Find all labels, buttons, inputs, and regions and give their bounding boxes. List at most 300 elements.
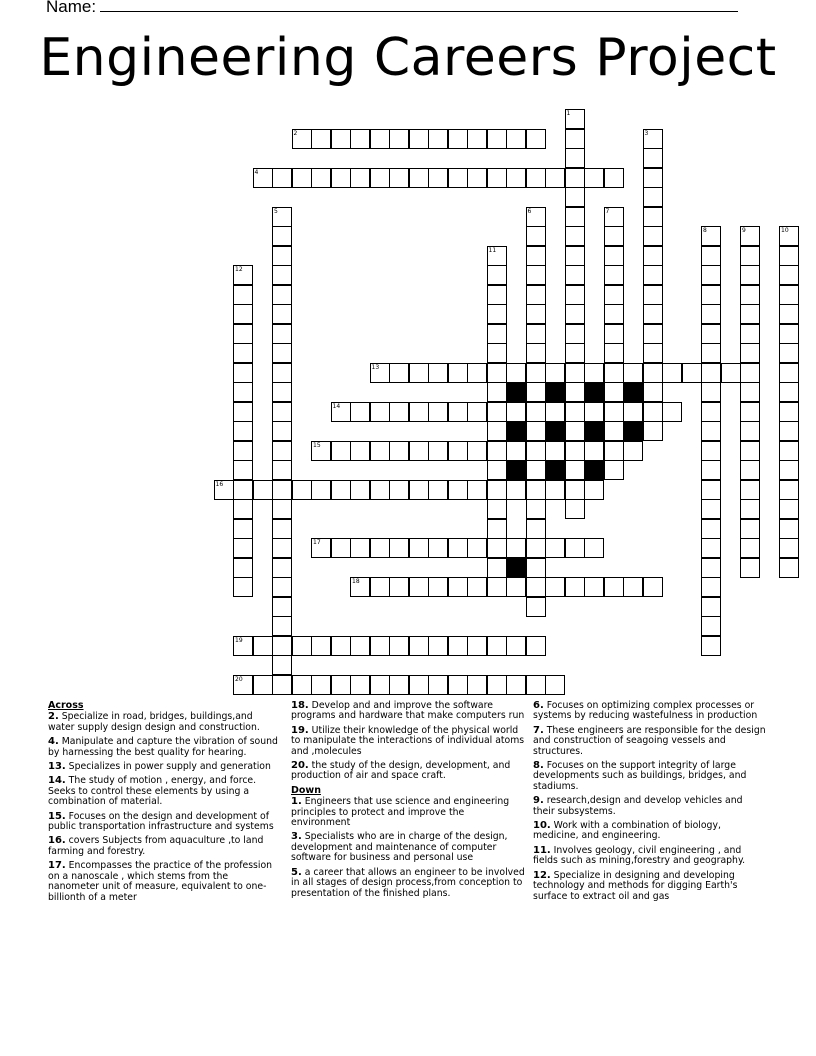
grid-cell[interactable]: [233, 382, 253, 402]
grid-cell[interactable]: [409, 363, 429, 383]
grid-cell[interactable]: [623, 441, 643, 461]
grid-cell[interactable]: [565, 402, 585, 422]
grid-cell[interactable]: [311, 675, 331, 695]
grid-cell[interactable]: [701, 519, 721, 539]
grid-cell[interactable]: [467, 363, 487, 383]
grid-cell[interactable]: [311, 636, 331, 656]
grid-cell[interactable]: [272, 675, 292, 695]
grid-cell[interactable]: [370, 363, 390, 383]
grid-cell[interactable]: [701, 597, 721, 617]
grid-cell[interactable]: [643, 421, 663, 441]
grid-cell[interactable]: [565, 187, 585, 207]
grid-cell[interactable]: [740, 285, 760, 305]
grid-cell[interactable]: [643, 187, 663, 207]
grid-cell[interactable]: [428, 636, 448, 656]
grid-cell[interactable]: [272, 421, 292, 441]
grid-cell[interactable]: [487, 168, 507, 188]
grid-cell[interactable]: [487, 382, 507, 402]
grid-cell[interactable]: [565, 421, 585, 441]
grid-cell[interactable]: [682, 363, 702, 383]
grid-cell[interactable]: [350, 538, 370, 558]
grid-cell[interactable]: [701, 246, 721, 266]
grid-cell[interactable]: [350, 480, 370, 500]
grid-cell[interactable]: [389, 363, 409, 383]
grid-cell[interactable]: [350, 168, 370, 188]
grid-cell[interactable]: [545, 402, 565, 422]
grid-cell[interactable]: [467, 675, 487, 695]
grid-cell[interactable]: [701, 499, 721, 519]
grid-cell[interactable]: [487, 363, 507, 383]
grid-cell[interactable]: [740, 265, 760, 285]
grid-cell[interactable]: [779, 519, 799, 539]
grid-cell[interactable]: [604, 421, 624, 441]
grid-cell[interactable]: [526, 538, 546, 558]
grid-cell[interactable]: [526, 499, 546, 519]
grid-cell[interactable]: [779, 402, 799, 422]
grid-cell[interactable]: [272, 577, 292, 597]
grid-cell[interactable]: [409, 441, 429, 461]
grid-cell[interactable]: [253, 480, 273, 500]
grid-cell[interactable]: [409, 636, 429, 656]
grid-cell[interactable]: [487, 558, 507, 578]
grid-cell[interactable]: [272, 265, 292, 285]
grid-cell[interactable]: [506, 168, 526, 188]
grid-cell[interactable]: [389, 480, 409, 500]
grid-cell[interactable]: [272, 304, 292, 324]
grid-cell[interactable]: [370, 129, 390, 149]
grid-cell[interactable]: [526, 675, 546, 695]
grid-cell[interactable]: [233, 285, 253, 305]
grid-cell[interactable]: [487, 343, 507, 363]
grid-cell[interactable]: [233, 460, 253, 480]
grid-cell[interactable]: [526, 421, 546, 441]
grid-cell[interactable]: [272, 343, 292, 363]
grid-cell[interactable]: [701, 577, 721, 597]
grid-cell[interactable]: [740, 382, 760, 402]
grid-cell[interactable]: [701, 226, 721, 246]
grid-cell[interactable]: [506, 129, 526, 149]
grid-cell[interactable]: [331, 675, 351, 695]
grid-cell[interactable]: [604, 168, 624, 188]
grid-cell[interactable]: [428, 441, 448, 461]
grid-cell[interactable]: [526, 558, 546, 578]
grid-cell[interactable]: [701, 343, 721, 363]
grid-cell[interactable]: [604, 343, 624, 363]
grid-cell[interactable]: [565, 246, 585, 266]
grid-cell[interactable]: [701, 636, 721, 656]
grid-cell[interactable]: [701, 265, 721, 285]
grid-cell[interactable]: [740, 324, 760, 344]
grid-cell[interactable]: [389, 538, 409, 558]
grid-cell[interactable]: [428, 675, 448, 695]
grid-cell[interactable]: [526, 246, 546, 266]
grid-cell[interactable]: [311, 129, 331, 149]
grid-cell[interactable]: [428, 577, 448, 597]
grid-cell[interactable]: [272, 597, 292, 617]
grid-cell[interactable]: [565, 499, 585, 519]
grid-cell[interactable]: [526, 207, 546, 227]
grid-cell[interactable]: [233, 538, 253, 558]
grid-cell[interactable]: [506, 636, 526, 656]
grid-cell[interactable]: [389, 636, 409, 656]
grid-cell[interactable]: [565, 343, 585, 363]
grid-cell[interactable]: [643, 129, 663, 149]
grid-cell[interactable]: [526, 441, 546, 461]
grid-cell[interactable]: [643, 265, 663, 285]
grid-cell[interactable]: [487, 460, 507, 480]
grid-cell[interactable]: [233, 636, 253, 656]
grid-cell[interactable]: [428, 480, 448, 500]
grid-cell[interactable]: [233, 324, 253, 344]
grid-cell[interactable]: [311, 441, 331, 461]
grid-cell[interactable]: [409, 538, 429, 558]
grid-cell[interactable]: [409, 675, 429, 695]
grid-cell[interactable]: [565, 109, 585, 129]
grid-cell[interactable]: [292, 168, 312, 188]
grid-cell[interactable]: [467, 441, 487, 461]
grid-cell[interactable]: [272, 226, 292, 246]
grid-cell[interactable]: [740, 246, 760, 266]
grid-cell[interactable]: [272, 499, 292, 519]
grid-cell[interactable]: [487, 480, 507, 500]
grid-cell[interactable]: [584, 577, 604, 597]
grid-cell[interactable]: [487, 402, 507, 422]
grid-cell[interactable]: [584, 441, 604, 461]
grid-cell[interactable]: [565, 460, 585, 480]
grid-cell[interactable]: [779, 441, 799, 461]
grid-cell[interactable]: [272, 246, 292, 266]
grid-cell[interactable]: [448, 129, 468, 149]
grid-cell[interactable]: [604, 226, 624, 246]
grid-cell[interactable]: [701, 402, 721, 422]
grid-cell[interactable]: [350, 441, 370, 461]
grid-cell[interactable]: [233, 558, 253, 578]
grid-cell[interactable]: [740, 538, 760, 558]
grid-cell[interactable]: [233, 304, 253, 324]
grid-cell[interactable]: [584, 168, 604, 188]
grid-cell[interactable]: [487, 577, 507, 597]
grid-cell[interactable]: [779, 265, 799, 285]
grid-cell[interactable]: [779, 285, 799, 305]
grid-cell[interactable]: [623, 363, 643, 383]
grid-cell[interactable]: [253, 636, 273, 656]
grid-cell[interactable]: [292, 480, 312, 500]
grid-cell[interactable]: [233, 577, 253, 597]
grid-cell[interactable]: [565, 382, 585, 402]
grid-cell[interactable]: [428, 402, 448, 422]
grid-cell[interactable]: [467, 129, 487, 149]
grid-cell[interactable]: [272, 382, 292, 402]
grid-cell[interactable]: [643, 304, 663, 324]
grid-cell[interactable]: [565, 207, 585, 227]
grid-cell[interactable]: [740, 343, 760, 363]
grid-cell[interactable]: [526, 265, 546, 285]
grid-cell[interactable]: [389, 402, 409, 422]
grid-cell[interactable]: [740, 460, 760, 480]
grid-cell[interactable]: [350, 129, 370, 149]
grid-cell[interactable]: [526, 460, 546, 480]
grid-cell[interactable]: [272, 480, 292, 500]
grid-cell[interactable]: [526, 129, 546, 149]
grid-cell[interactable]: [604, 382, 624, 402]
grid-cell[interactable]: [233, 480, 253, 500]
grid-cell[interactable]: [428, 168, 448, 188]
grid-cell[interactable]: [779, 343, 799, 363]
grid-cell[interactable]: [662, 363, 682, 383]
grid-cell[interactable]: [233, 363, 253, 383]
grid-cell[interactable]: [331, 636, 351, 656]
grid-cell[interactable]: [526, 577, 546, 597]
grid-cell[interactable]: [526, 597, 546, 617]
grid-cell[interactable]: [233, 499, 253, 519]
grid-cell[interactable]: [565, 129, 585, 149]
grid-cell[interactable]: [623, 577, 643, 597]
grid-cell[interactable]: [272, 460, 292, 480]
grid-cell[interactable]: [604, 324, 624, 344]
grid-cell[interactable]: [331, 538, 351, 558]
grid-cell[interactable]: [233, 343, 253, 363]
grid-cell[interactable]: [448, 480, 468, 500]
grid-cell[interactable]: [545, 168, 565, 188]
grid-cell[interactable]: [545, 480, 565, 500]
grid-cell[interactable]: [409, 577, 429, 597]
grid-cell[interactable]: [740, 363, 760, 383]
grid-cell[interactable]: [253, 675, 273, 695]
grid-cell[interactable]: [565, 577, 585, 597]
grid-cell[interactable]: [331, 402, 351, 422]
grid-cell[interactable]: [740, 558, 760, 578]
grid-cell[interactable]: [409, 402, 429, 422]
grid-cell[interactable]: [740, 499, 760, 519]
grid-cell[interactable]: [350, 675, 370, 695]
grid-cell[interactable]: [389, 441, 409, 461]
grid-cell[interactable]: [643, 207, 663, 227]
grid-cell[interactable]: [604, 402, 624, 422]
grid-cell[interactable]: [233, 402, 253, 422]
grid-cell[interactable]: [623, 402, 643, 422]
grid-cell[interactable]: [448, 363, 468, 383]
grid-cell[interactable]: [292, 636, 312, 656]
grid-cell[interactable]: [506, 441, 526, 461]
grid-cell[interactable]: [370, 168, 390, 188]
grid-cell[interactable]: [604, 265, 624, 285]
grid-cell[interactable]: [565, 285, 585, 305]
grid-cell[interactable]: [448, 636, 468, 656]
grid-cell[interactable]: [389, 168, 409, 188]
grid-cell[interactable]: [487, 324, 507, 344]
grid-cell[interactable]: [779, 499, 799, 519]
grid-cell[interactable]: [272, 285, 292, 305]
grid-cell[interactable]: [526, 382, 546, 402]
grid-cell[interactable]: [604, 460, 624, 480]
grid-cell[interactable]: [779, 558, 799, 578]
grid-cell[interactable]: [643, 343, 663, 363]
grid-cell[interactable]: [370, 402, 390, 422]
grid-cell[interactable]: [779, 363, 799, 383]
grid-cell[interactable]: [311, 538, 331, 558]
grid-cell[interactable]: [272, 538, 292, 558]
grid-cell[interactable]: [779, 382, 799, 402]
grid-cell[interactable]: [643, 577, 663, 597]
grid-cell[interactable]: [448, 675, 468, 695]
grid-cell[interactable]: [272, 441, 292, 461]
grid-cell[interactable]: [350, 577, 370, 597]
grid-cell[interactable]: [467, 577, 487, 597]
grid-cell[interactable]: [233, 441, 253, 461]
grid-cell[interactable]: [545, 675, 565, 695]
grid-cell[interactable]: [779, 246, 799, 266]
grid-cell[interactable]: [272, 655, 292, 675]
grid-cell[interactable]: [311, 480, 331, 500]
grid-cell[interactable]: [487, 519, 507, 539]
grid-cell[interactable]: [389, 577, 409, 597]
grid-cell[interactable]: [506, 675, 526, 695]
grid-cell[interactable]: [331, 168, 351, 188]
grid-cell[interactable]: [272, 616, 292, 636]
grid-cell[interactable]: [331, 129, 351, 149]
grid-cell[interactable]: [526, 304, 546, 324]
grid-cell[interactable]: [467, 480, 487, 500]
grid-cell[interactable]: [604, 285, 624, 305]
grid-cell[interactable]: [643, 324, 663, 344]
grid-cell[interactable]: [565, 148, 585, 168]
grid-cell[interactable]: [214, 480, 234, 500]
grid-cell[interactable]: [389, 675, 409, 695]
grid-cell[interactable]: [740, 402, 760, 422]
grid-cell[interactable]: [584, 363, 604, 383]
grid-cell[interactable]: [331, 441, 351, 461]
grid-cell[interactable]: [272, 168, 292, 188]
grid-cell[interactable]: [526, 480, 546, 500]
grid-cell[interactable]: [448, 168, 468, 188]
grid-cell[interactable]: [701, 285, 721, 305]
grid-cell[interactable]: [643, 148, 663, 168]
grid-cell[interactable]: [272, 558, 292, 578]
grid-cell[interactable]: [604, 441, 624, 461]
grid-cell[interactable]: [370, 538, 390, 558]
grid-cell[interactable]: [565, 441, 585, 461]
grid-cell[interactable]: [643, 402, 663, 422]
grid-cell[interactable]: [740, 226, 760, 246]
grid-cell[interactable]: [370, 480, 390, 500]
grid-cell[interactable]: [506, 363, 526, 383]
grid-cell[interactable]: [545, 577, 565, 597]
grid-cell[interactable]: [467, 538, 487, 558]
grid-cell[interactable]: [350, 636, 370, 656]
grid-cell[interactable]: [565, 538, 585, 558]
grid-cell[interactable]: [487, 499, 507, 519]
grid-cell[interactable]: [467, 402, 487, 422]
grid-cell[interactable]: [643, 363, 663, 383]
grid-cell[interactable]: [779, 538, 799, 558]
grid-cell[interactable]: [721, 363, 741, 383]
grid-cell[interactable]: [779, 480, 799, 500]
grid-cell[interactable]: [584, 538, 604, 558]
grid-cell[interactable]: [409, 480, 429, 500]
grid-cell[interactable]: [643, 382, 663, 402]
grid-cell[interactable]: [604, 577, 624, 597]
grid-cell[interactable]: [272, 636, 292, 656]
grid-cell[interactable]: [565, 324, 585, 344]
grid-cell[interactable]: [779, 304, 799, 324]
grid-cell[interactable]: [545, 363, 565, 383]
grid-cell[interactable]: [565, 226, 585, 246]
grid-cell[interactable]: [350, 402, 370, 422]
grid-cell[interactable]: [740, 441, 760, 461]
grid-cell[interactable]: [370, 441, 390, 461]
grid-cell[interactable]: [545, 538, 565, 558]
grid-cell[interactable]: [506, 577, 526, 597]
grid-cell[interactable]: [448, 441, 468, 461]
grid-cell[interactable]: [584, 480, 604, 500]
grid-cell[interactable]: [779, 324, 799, 344]
grid-cell[interactable]: [643, 226, 663, 246]
grid-cell[interactable]: [487, 129, 507, 149]
grid-cell[interactable]: [643, 285, 663, 305]
grid-cell[interactable]: [370, 577, 390, 597]
grid-cell[interactable]: [487, 285, 507, 305]
grid-cell[interactable]: [604, 304, 624, 324]
grid-cell[interactable]: [740, 421, 760, 441]
grid-cell[interactable]: [701, 460, 721, 480]
grid-cell[interactable]: [292, 129, 312, 149]
grid-cell[interactable]: [233, 519, 253, 539]
grid-cell[interactable]: [409, 129, 429, 149]
grid-cell[interactable]: [643, 168, 663, 188]
grid-cell[interactable]: [604, 207, 624, 227]
grid-cell[interactable]: [701, 616, 721, 636]
grid-cell[interactable]: [526, 285, 546, 305]
grid-cell[interactable]: [370, 636, 390, 656]
grid-cell[interactable]: [662, 402, 682, 422]
grid-cell[interactable]: [448, 577, 468, 597]
grid-cell[interactable]: [487, 304, 507, 324]
grid-cell[interactable]: [506, 402, 526, 422]
grid-cell[interactable]: [740, 480, 760, 500]
grid-cell[interactable]: [292, 675, 312, 695]
grid-cell[interactable]: [701, 558, 721, 578]
grid-cell[interactable]: [311, 168, 331, 188]
grid-cell[interactable]: [272, 519, 292, 539]
grid-cell[interactable]: [701, 421, 721, 441]
grid-cell[interactable]: [506, 538, 526, 558]
grid-cell[interactable]: [487, 265, 507, 285]
grid-cell[interactable]: [428, 538, 448, 558]
grid-cell[interactable]: [740, 519, 760, 539]
grid-cell[interactable]: [526, 519, 546, 539]
grid-cell[interactable]: [779, 460, 799, 480]
grid-cell[interactable]: [487, 246, 507, 266]
grid-cell[interactable]: [565, 480, 585, 500]
grid-cell[interactable]: [701, 441, 721, 461]
grid-cell[interactable]: [526, 402, 546, 422]
grid-cell[interactable]: [428, 129, 448, 149]
grid-cell[interactable]: [526, 168, 546, 188]
grid-cell[interactable]: [506, 480, 526, 500]
grid-cell[interactable]: [272, 402, 292, 422]
grid-cell[interactable]: [740, 304, 760, 324]
grid-cell[interactable]: [409, 168, 429, 188]
grid-cell[interactable]: [467, 636, 487, 656]
grid-cell[interactable]: [701, 324, 721, 344]
grid-cell[interactable]: [272, 324, 292, 344]
grid-cell[interactable]: [779, 421, 799, 441]
grid-cell[interactable]: [565, 363, 585, 383]
grid-cell[interactable]: [487, 421, 507, 441]
grid-cell[interactable]: [487, 675, 507, 695]
grid-cell[interactable]: [448, 402, 468, 422]
grid-cell[interactable]: [233, 421, 253, 441]
